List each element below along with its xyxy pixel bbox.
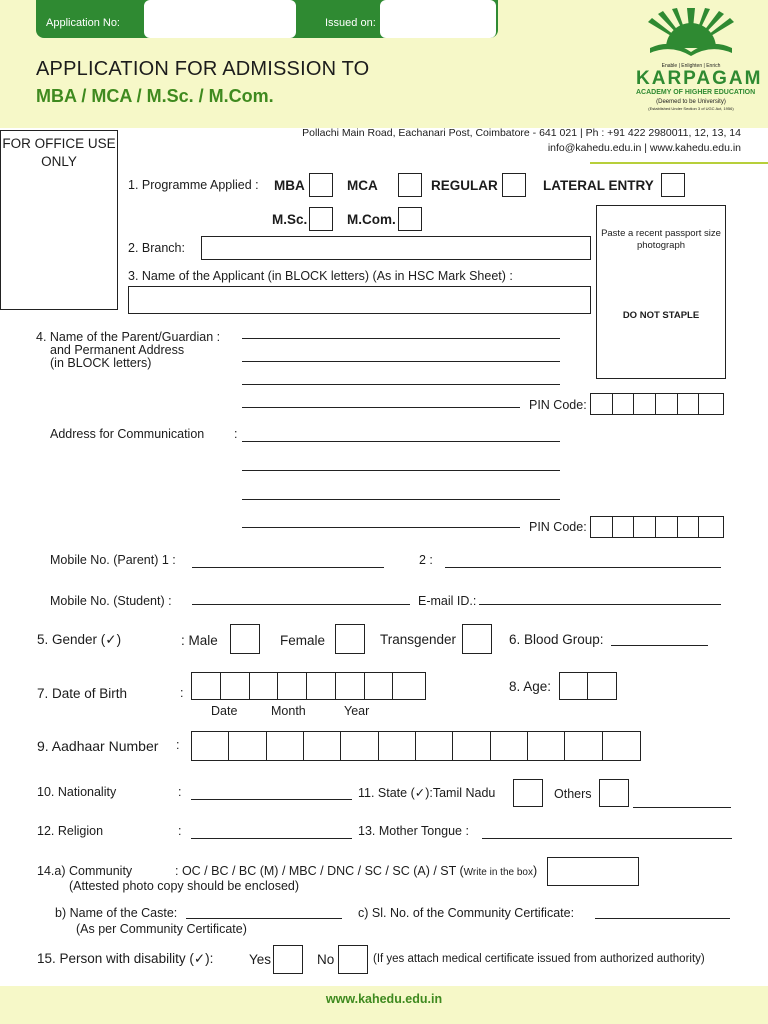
pin-code-label: PIN Code: (529, 398, 587, 412)
communication-pin-input[interactable] (590, 516, 724, 538)
communication-address-line-2[interactable] (242, 470, 560, 471)
state-label: 11. State (✓):Tamil Nadu (358, 786, 496, 800)
applicant-name-label: 3. Name of the Applicant (in BLOCK letters) (As in HSC Mark Sheet) : (128, 269, 513, 283)
contact-line: info@kahedu.edu.in | www.kahedu.edu.in (547, 142, 741, 154)
blood-group-line[interactable] (611, 645, 708, 646)
form-title: APPLICATION FOR ADMISSION TO (36, 58, 370, 80)
rising-sun-book-icon (636, 8, 746, 56)
dob-date-caption: Date (211, 704, 238, 718)
communication-address-line-4[interactable] (242, 527, 520, 528)
blood-group-label: 6. Blood Group: (509, 632, 604, 647)
religion-line[interactable] (191, 838, 352, 839)
lateral-entry-checkbox[interactable] (661, 173, 685, 197)
regular-checkbox[interactable] (502, 173, 526, 197)
branch-label: 2. Branch: (128, 241, 185, 255)
mother-tongue-line[interactable] (482, 838, 732, 839)
caste-label: b) Name of the Caste: (55, 906, 178, 920)
logo-established: (Established Under Section 3 of UGC Act, 1956) (648, 106, 734, 111)
state-others-label: Others (554, 787, 592, 801)
dob-year-caption: Year (344, 704, 370, 718)
tamil-nadu-checkbox[interactable] (513, 779, 543, 807)
option-mca-label: MCA (347, 178, 378, 193)
disability-yes-label: Yes (249, 952, 272, 967)
parent-name-line[interactable] (242, 338, 560, 339)
gender-transgender-label: Transgender (380, 632, 457, 647)
mcom-checkbox[interactable] (398, 207, 422, 231)
gender-label: 5. Gender (✓) (37, 632, 122, 647)
block-letters-note: (in BLOCK letters) (50, 356, 152, 370)
aadhaar-colon: : (176, 738, 180, 752)
write-in-box-hint: Write in the box (463, 867, 533, 878)
disability-yes-checkbox[interactable] (273, 945, 303, 974)
community-certificate-label: c) Sl. No. of the Community Certificate: (358, 906, 575, 920)
community-certificate-line[interactable] (595, 918, 730, 919)
male-checkbox[interactable] (230, 624, 260, 654)
permanent-pin-input[interactable] (590, 393, 724, 415)
nationality-colon: : (178, 785, 182, 799)
religion-label: 12. Religion (37, 824, 104, 838)
disability-label: 15. Person with disability (✓): (37, 951, 214, 966)
email-line[interactable] (479, 604, 721, 605)
mobile-parent-2-label: 2 : (419, 553, 433, 567)
religion-colon: : (178, 824, 182, 838)
dob-input[interactable] (191, 672, 426, 700)
header-divider (590, 162, 768, 164)
mobile-student-label: Mobile No. (Student) : (50, 594, 172, 608)
option-mcom-label: M.Com. (347, 212, 396, 227)
msc-checkbox[interactable] (309, 207, 333, 231)
mba-checkbox[interactable] (309, 173, 333, 197)
disability-note: (If yes attach medical certificate issued from authorized authority) (373, 953, 705, 965)
address-line: Pollachi Main Road, Eachanari Post, Coimbatore - 641 021 | Ph : +91 422 2980011, 12, 13, 14 (302, 127, 741, 139)
community-options: : OC / BC / BC (M) / MBC / DNC / SC / SC (A) / ST (Write in the box) (175, 864, 538, 878)
communication-colon: : (234, 427, 238, 441)
email-label: E-mail ID.: (418, 594, 477, 608)
office-use-label: FOR OFFICE USE ONLY (2, 136, 116, 169)
aadhaar-input[interactable] (191, 731, 641, 761)
pin-code-label: PIN Code: (529, 520, 587, 534)
footer-website-link[interactable]: www.kahedu.edu.in (325, 992, 443, 1006)
disability-no-checkbox[interactable] (338, 945, 368, 974)
do-not-staple-label: DO NOT STAPLE (622, 310, 700, 321)
form-subtitle: MBA / MCA / M.Sc. / M.Com. (36, 86, 274, 106)
communication-address-line-1[interactable] (242, 441, 560, 442)
state-others-line[interactable] (633, 807, 731, 808)
mca-checkbox[interactable] (398, 173, 422, 197)
disability-no-label: No (317, 952, 335, 967)
mobile-student-line[interactable] (192, 604, 410, 605)
community-label: 14.a) Community (37, 864, 133, 878)
mobile-parent-1-line[interactable] (192, 567, 384, 568)
university-logo (636, 8, 763, 120)
photo-instruction: Paste a recent passport size photograph (601, 228, 721, 251)
issued-on-label: Issued on: (325, 17, 376, 29)
option-mba-label: MBA (274, 178, 305, 193)
caste-line[interactable] (186, 918, 342, 919)
dob-colon: : (180, 686, 184, 700)
permanent-address-line-2[interactable] (242, 384, 560, 385)
nationality-line[interactable] (191, 799, 352, 800)
mobile-parent-label: Mobile No. (Parent) 1 : (50, 553, 176, 567)
permanent-address-label: and Permanent Address (50, 343, 185, 357)
community-input[interactable] (547, 857, 639, 886)
application-no-field[interactable] (144, 0, 296, 38)
permanent-address-line-1[interactable] (242, 361, 560, 362)
gender-male-label: : Male (181, 633, 218, 648)
option-lateral-label: LATERAL ENTRY (543, 178, 654, 193)
branch-input[interactable] (201, 236, 591, 260)
communication-address-line-3[interactable] (242, 499, 560, 500)
applicant-name-input[interactable] (128, 286, 591, 314)
permanent-address-line-3[interactable] (242, 407, 520, 408)
office-use-box (0, 130, 118, 310)
gender-female-label: Female (280, 633, 326, 648)
parent-name-label: 4. Name of the Parent/Guardian : (36, 330, 221, 344)
communication-address-label: Address for Communication (50, 427, 205, 441)
programme-applied-label: 1. Programme Applied : (128, 178, 259, 192)
logo-name: KARPAGAM (636, 68, 763, 89)
others-checkbox[interactable] (599, 779, 629, 807)
option-msc-label: M.Sc. (272, 212, 308, 227)
mobile-parent-2-line[interactable] (445, 567, 721, 568)
age-input[interactable] (559, 672, 617, 700)
dob-label: 7. Date of Birth (37, 686, 128, 701)
dob-month-caption: Month (271, 704, 306, 718)
aadhaar-label: 9. Aadhaar Number (37, 738, 159, 754)
logo-deemed: (Deemed to be University) (656, 99, 726, 105)
age-label: 8. Age: (509, 679, 552, 694)
option-regular-label: REGULAR (431, 178, 498, 193)
logo-subtitle: ACADEMY OF HIGHER EDUCATION (636, 89, 756, 96)
issued-on-field[interactable] (380, 0, 496, 38)
photo-box[interactable] (596, 205, 726, 379)
application-no-label: Application No: (46, 17, 120, 29)
mother-tongue-label: 13. Mother Tongue : (358, 824, 469, 838)
female-checkbox[interactable] (335, 624, 365, 654)
logo-tagline: Enable | Enlighten | Enrich (661, 63, 721, 69)
transgender-checkbox[interactable] (462, 624, 492, 654)
caste-note: (As per Community Certificate) (76, 922, 247, 936)
community-note: (Attested photo copy should be enclosed) (69, 879, 300, 893)
nationality-label: 10. Nationality (37, 785, 117, 799)
